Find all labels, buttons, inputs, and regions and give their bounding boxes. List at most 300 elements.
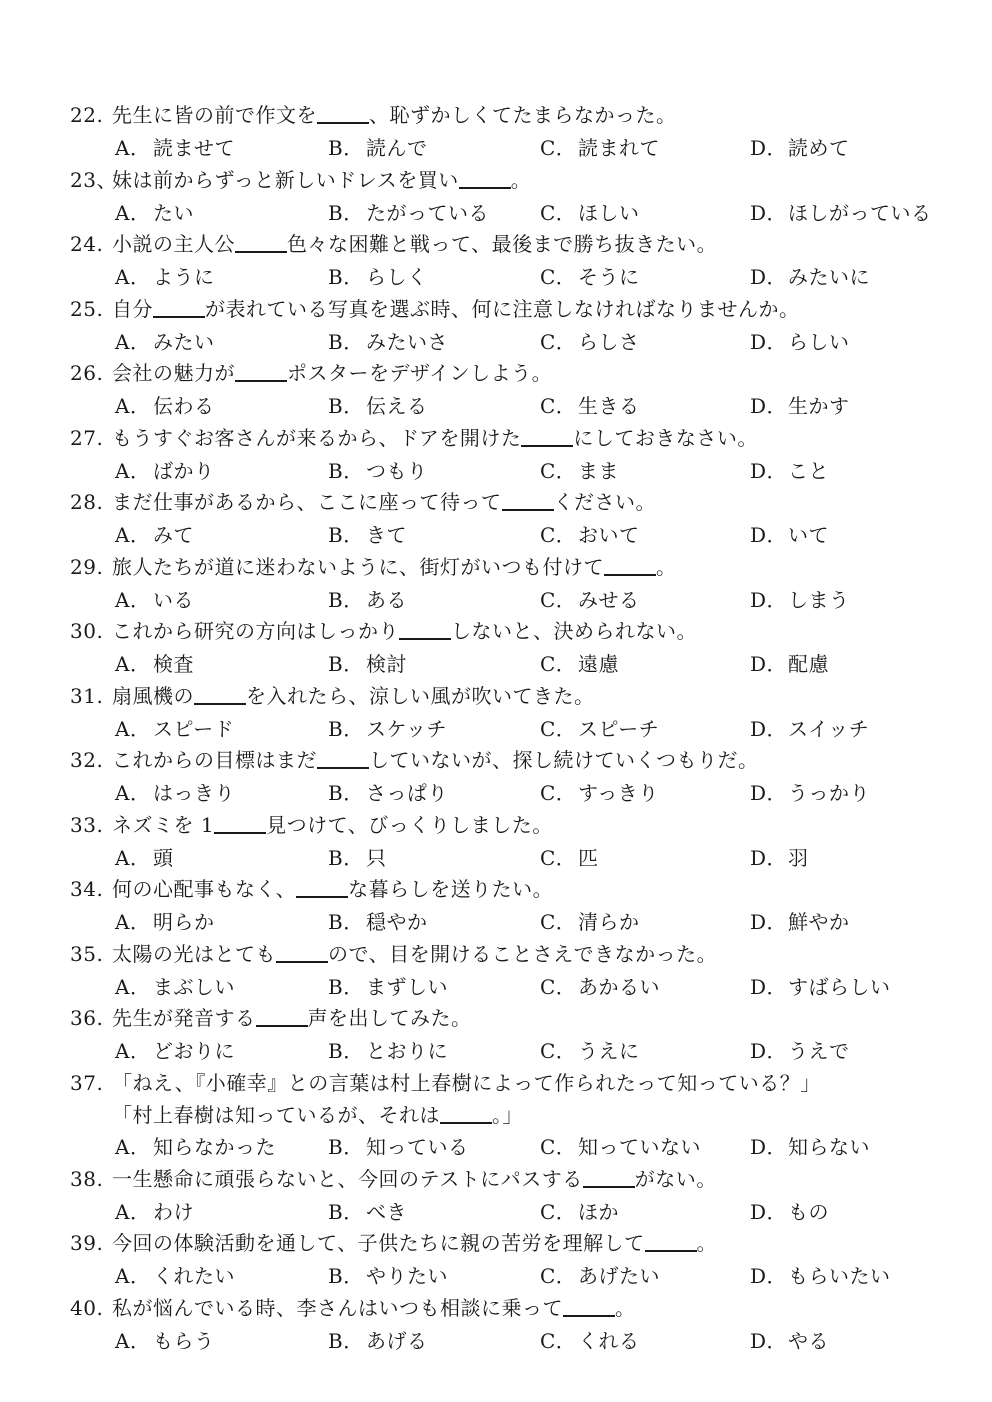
answer-option-c[interactable] (540, 585, 640, 615)
question-stem (70, 1068, 821, 1098)
answer-options (0, 1036, 992, 1066)
question-text-before-blank: これからの目標はまだ (112, 748, 317, 772)
answer-options (0, 972, 992, 1002)
option-letter: C． (540, 1134, 577, 1159)
question-item (0, 358, 992, 423)
option-letter: B． (328, 974, 364, 999)
answer-option-c[interactable] (540, 391, 640, 421)
question-text-after-blank: 声を出してみた。 (307, 1006, 472, 1030)
option-text: みたいに (788, 265, 870, 289)
question-item (0, 1228, 992, 1293)
answer-blank (235, 360, 287, 382)
question-text-before-blank: 何の心配事もなく、 (112, 877, 297, 901)
option-letter: C． (540, 523, 577, 547)
question-stem (70, 165, 531, 195)
answer-option-c[interactable] (540, 1197, 619, 1227)
answer-option-c[interactable] (540, 649, 619, 679)
answer-option-c[interactable] (540, 972, 660, 1002)
question-stem (70, 1003, 472, 1033)
option-letter: A． (115, 1264, 151, 1288)
answer-blank (459, 167, 511, 189)
option-letter: C． (540, 652, 577, 676)
answer-option-d[interactable] (750, 520, 829, 550)
question-number: 32. (70, 748, 104, 772)
answer-blank (502, 489, 554, 511)
answer-option-a[interactable] (115, 520, 194, 550)
answer-option-b[interactable] (328, 649, 407, 679)
option-letter: D． (750, 974, 788, 999)
option-text: 鮮やか (788, 910, 850, 934)
question-stem (70, 939, 717, 969)
answer-option-d[interactable] (750, 133, 850, 163)
question-sheet (0, 100, 992, 1357)
question-text-after-blank: 。 (656, 554, 677, 579)
question-text-before-blank: 自分 (112, 296, 153, 321)
option-letter: C． (540, 394, 577, 418)
option-text: 伝える (366, 394, 428, 418)
answer-option-b[interactable] (328, 1326, 428, 1356)
option-text: しまう (788, 587, 850, 612)
option-text: 清らか (578, 910, 640, 934)
answer-option-d[interactable] (750, 585, 850, 615)
option-letter: B． (328, 523, 364, 547)
option-letter: C． (540, 265, 577, 289)
question-text-after-blank: 。」 (492, 1102, 523, 1127)
question-number: 29. (70, 554, 104, 579)
option-text: 読めて (788, 136, 850, 160)
question-number: 38. (70, 1166, 104, 1191)
question-text-before-blank: 「村上春樹は知っているが、それは (112, 1102, 440, 1127)
option-letter: A． (115, 458, 151, 483)
answer-option-a[interactable] (115, 133, 235, 163)
option-letter: A． (115, 265, 151, 289)
option-letter: B． (328, 652, 364, 676)
option-text: 羽 (788, 845, 809, 870)
question-text-after-blank: ので、目を開けることさえできなかった。 (328, 941, 718, 966)
question-text-after-blank: していないが、探し続けていくつもりだ。 (369, 748, 759, 772)
answer-option-a[interactable] (115, 843, 174, 873)
question-item (0, 487, 992, 552)
question-number: 22. (70, 103, 104, 127)
answer-option-b[interactable] (328, 585, 407, 615)
answer-option-c[interactable] (540, 1132, 701, 1162)
answer-option-d[interactable] (750, 198, 932, 228)
answer-option-d[interactable] (750, 391, 850, 421)
answer-option-a[interactable] (115, 1261, 235, 1291)
option-letter: A． (115, 716, 151, 741)
answer-option-d[interactable] (750, 1326, 829, 1356)
option-text: どおりに (153, 1039, 235, 1063)
answer-blank (563, 1295, 615, 1317)
option-letter: D． (750, 1134, 788, 1159)
answer-option-b[interactable] (328, 133, 428, 163)
question-number: 33. (70, 812, 104, 837)
question-text-before-blank: 会社の魅力が (112, 361, 235, 385)
option-letter: A． (115, 652, 151, 676)
answer-options (0, 585, 992, 615)
answer-option-a[interactable] (115, 1326, 215, 1356)
question-number: 30. (70, 619, 104, 643)
answer-option-b[interactable] (328, 262, 428, 292)
answer-option-c[interactable] (540, 1326, 640, 1356)
option-text: 遠慮 (578, 652, 619, 676)
option-text: べき (366, 1199, 407, 1224)
option-letter: D． (750, 394, 788, 418)
option-text: いて (788, 523, 829, 547)
option-letter: D． (750, 910, 788, 934)
option-letter: D． (750, 1328, 788, 1353)
question-text-before-blank: 小説の主人公 (112, 232, 235, 256)
question-text-after-blank: が表れている写真を選ぶ時、何に注意しなければなりませんか。 (205, 296, 800, 321)
question-item (0, 1068, 992, 1164)
option-letter: B． (328, 136, 364, 160)
question-text-before-blank: 私が悩んでいる時、李さんはいつも相談に乗って (112, 1295, 563, 1320)
question-text-after-blank: 見つけて、びっくりしました。 (266, 812, 553, 837)
answer-option-a[interactable] (115, 391, 215, 421)
question-item (0, 552, 992, 617)
option-text: まずしい (366, 974, 448, 999)
question-number: 31. (70, 683, 104, 708)
question-item (0, 229, 992, 294)
question-stem (70, 681, 595, 711)
option-text: 知っていない (578, 1134, 701, 1159)
option-text: みせる (578, 587, 640, 612)
option-letter: D． (750, 652, 788, 676)
question-text-before-blank: 先生に皆の前で作文を (112, 103, 317, 127)
option-text: 只 (366, 845, 387, 870)
question-number: 40. (70, 1295, 104, 1320)
option-letter: A． (115, 1199, 151, 1224)
answer-option-a[interactable] (115, 907, 215, 937)
answer-option-c[interactable] (540, 520, 640, 550)
answer-option-d[interactable] (750, 1197, 829, 1227)
option-text: 知っている (366, 1134, 469, 1159)
answer-option-b[interactable] (328, 1132, 469, 1162)
option-letter: A． (115, 394, 151, 418)
answer-option-b[interactable] (328, 972, 448, 1002)
question-stem-line2 (112, 1100, 523, 1130)
answer-options (0, 649, 992, 679)
question-number: 26. (70, 361, 104, 385)
answer-options (0, 714, 992, 744)
question-number: 24. (70, 232, 104, 256)
question-stem (70, 810, 553, 840)
option-text: らしさ (578, 329, 640, 354)
option-letter: A． (115, 781, 151, 805)
question-stem (70, 1164, 717, 1194)
option-letter: D． (750, 587, 788, 612)
question-text-after-blank: 。 (696, 1231, 718, 1255)
question-text-before-blank: 今回の体験活動を通して、子供たちに親の苦労を理解して (112, 1231, 645, 1255)
question-number: 35. (70, 941, 104, 966)
option-text: きて (366, 523, 407, 547)
option-text: 読んで (366, 136, 428, 160)
option-letter: C． (540, 1328, 577, 1353)
answer-blank (583, 1166, 635, 1188)
option-text: わけ (153, 1199, 194, 1224)
option-text: たい (153, 200, 194, 225)
answer-option-d[interactable] (750, 778, 870, 808)
option-text: あげる (366, 1328, 428, 1353)
question-stem (70, 616, 697, 646)
answer-options (0, 907, 992, 937)
option-text: スピーチ (578, 716, 660, 741)
option-letter: D． (750, 329, 788, 354)
option-letter: C． (540, 781, 577, 805)
option-letter: C． (540, 1264, 577, 1288)
option-letter: B． (328, 329, 364, 354)
option-text: あげたい (578, 1264, 660, 1288)
question-text-after-blank: 。 (510, 167, 532, 192)
answer-option-d[interactable] (750, 327, 850, 357)
answer-option-c[interactable] (540, 262, 640, 292)
option-text: スケッチ (366, 716, 447, 741)
option-letter: C． (540, 716, 577, 741)
answer-option-c[interactable] (540, 1261, 660, 1291)
answer-option-b[interactable] (328, 1261, 448, 1291)
question-item (0, 810, 992, 875)
question-number: 37. (70, 1070, 104, 1095)
question-item (0, 294, 992, 359)
answer-blank (235, 231, 287, 253)
answer-option-a[interactable] (115, 262, 215, 292)
answer-option-a[interactable] (115, 649, 194, 679)
question-number: 25. (70, 296, 104, 321)
answer-option-b[interactable] (328, 391, 428, 421)
question-item (0, 745, 992, 810)
question-stem (70, 745, 759, 775)
answer-blank (317, 747, 369, 769)
option-text: くれる (578, 1328, 640, 1353)
question-text-after-blank: 。 (615, 1295, 636, 1320)
option-text: あかるい (578, 974, 660, 999)
option-text: ほか (578, 1199, 619, 1224)
answer-options (0, 198, 992, 228)
answer-options (0, 391, 992, 421)
answer-options (0, 1326, 992, 1356)
answer-option-b[interactable] (328, 1036, 448, 1066)
answer-option-b[interactable] (328, 327, 448, 357)
answer-blank (440, 1102, 492, 1124)
option-letter: B． (328, 1134, 364, 1159)
answer-blank (214, 812, 266, 834)
option-letter: A． (115, 910, 151, 934)
option-letter: A． (115, 200, 151, 225)
option-text: 明らか (153, 910, 215, 934)
option-text: 知らない (788, 1134, 870, 1159)
option-text: ばかり (153, 458, 215, 483)
answer-option-c[interactable] (540, 843, 599, 873)
option-text: とおりに (366, 1039, 448, 1063)
option-letter: D． (750, 136, 788, 160)
question-text-after-blank: がない。 (634, 1166, 717, 1191)
answer-option-c[interactable] (540, 198, 640, 228)
answer-option-c[interactable] (540, 714, 659, 744)
option-text: 穏やか (366, 910, 428, 934)
answer-option-d[interactable] (750, 714, 869, 744)
answer-option-d[interactable] (750, 262, 870, 292)
option-text: そうに (578, 265, 640, 289)
answer-blank (604, 554, 656, 576)
question-text-before-blank: 太陽の光はとても (112, 941, 276, 966)
option-text: みたいさ (366, 329, 448, 354)
option-letter: A． (115, 1039, 151, 1063)
answer-option-b[interactable] (328, 843, 387, 873)
answer-option-d[interactable] (750, 1261, 891, 1291)
option-text: はっきり (153, 781, 235, 805)
question-item (0, 423, 992, 488)
answer-option-c[interactable] (540, 907, 640, 937)
question-item (0, 616, 992, 681)
question-stem (70, 358, 552, 388)
option-letter: A． (115, 523, 151, 547)
option-text: 頭 (153, 845, 174, 870)
option-letter: D． (750, 781, 788, 805)
question-text-before-blank: ネズミを 1 (112, 812, 215, 837)
question-number: 39. (70, 1231, 104, 1255)
answer-option-b[interactable] (328, 520, 407, 550)
answer-option-a[interactable] (115, 456, 215, 486)
answer-options (0, 1132, 992, 1162)
answer-option-b[interactable] (328, 1197, 407, 1227)
question-stem (70, 100, 677, 130)
option-text: うっかり (788, 781, 870, 805)
answer-option-d[interactable] (750, 1036, 850, 1066)
question-item (0, 874, 992, 939)
answer-option-a[interactable] (115, 1197, 194, 1227)
question-text-before-blank: まだ仕事があるから、ここに座って待って (112, 490, 502, 514)
option-text: スイッチ (788, 716, 870, 741)
answer-option-a[interactable] (115, 327, 215, 357)
answer-option-a[interactable] (115, 778, 235, 808)
option-letter: D． (750, 1039, 788, 1063)
option-text: ほしがっている (788, 200, 932, 225)
answer-option-c[interactable] (540, 1036, 640, 1066)
answer-option-d[interactable] (750, 649, 829, 679)
question-number: 34. (70, 877, 104, 901)
question-item (0, 681, 992, 746)
question-number: 23、 (70, 167, 117, 192)
answer-options (0, 327, 992, 357)
option-letter: A． (115, 1328, 151, 1353)
option-text: ほしい (578, 200, 640, 225)
answer-options (0, 1261, 992, 1291)
answer-option-a[interactable] (115, 198, 194, 228)
option-letter: D． (750, 1199, 788, 1224)
answer-options (0, 520, 992, 550)
answer-blank (399, 618, 451, 640)
answer-option-c[interactable] (540, 778, 659, 808)
answer-blank (153, 296, 205, 318)
answer-option-c[interactable] (540, 327, 640, 357)
option-text: みて (153, 523, 194, 547)
option-text: 知らなかった (153, 1134, 276, 1159)
option-text: おいて (578, 523, 640, 547)
question-text-before-blank: 旅人たちが道に迷わないように、街灯がいつも付けて (112, 554, 604, 579)
question-text-after-blank: 、恥ずかしくてたまらなかった。 (369, 103, 677, 127)
answer-blank (645, 1230, 697, 1252)
answer-option-d[interactable] (750, 843, 809, 873)
question-stem (70, 1293, 636, 1323)
question-number: 27. (70, 425, 104, 450)
option-letter: C． (540, 845, 577, 870)
answer-option-b[interactable] (328, 778, 448, 808)
answer-blank (276, 941, 328, 963)
answer-option-a[interactable] (115, 1132, 276, 1162)
question-number: 36. (70, 1006, 104, 1030)
answer-option-d[interactable] (750, 907, 850, 937)
option-letter: D． (750, 716, 788, 741)
option-letter: C． (540, 910, 577, 934)
option-letter: B． (328, 910, 364, 934)
answer-option-d[interactable] (750, 456, 829, 486)
option-letter: D． (750, 1264, 788, 1288)
option-text: さっぱり (366, 781, 448, 805)
answer-option-a[interactable] (115, 585, 194, 615)
question-text-after-blank: 色々な困難と戦って、最後まで勝ち抜きたい。 (287, 232, 718, 256)
answer-option-b[interactable] (328, 907, 428, 937)
question-number: 28. (70, 490, 104, 514)
option-text: やりたい (366, 1264, 448, 1288)
answer-option-d[interactable] (750, 1132, 870, 1162)
question-text-line1: 「ねえ、『小確幸』との言葉は村上春樹によって作られたって知っている？」 (112, 1070, 821, 1095)
answer-option-c[interactable] (540, 133, 660, 163)
option-letter: D． (750, 265, 788, 289)
question-text-after-blank: ポスターをデザインしよう。 (287, 361, 553, 385)
answer-options (0, 843, 992, 873)
option-text: 読まれて (578, 136, 660, 160)
option-text: うえで (788, 1039, 850, 1063)
answer-blank (296, 876, 348, 898)
option-text: 匹 (578, 845, 599, 870)
option-letter: B． (328, 781, 364, 805)
answer-option-a[interactable] (115, 1036, 235, 1066)
option-letter: C． (540, 458, 577, 483)
question-item (0, 939, 992, 1004)
answer-option-c[interactable] (540, 456, 619, 486)
answer-option-b[interactable] (328, 456, 428, 486)
option-text: ように (153, 265, 215, 289)
option-text: うえに (578, 1039, 640, 1063)
option-letter: B． (328, 587, 364, 612)
option-letter: B． (328, 716, 364, 741)
answer-option-a[interactable] (115, 714, 234, 744)
answer-option-a[interactable] (115, 972, 235, 1002)
option-letter: D． (750, 200, 788, 225)
answer-option-d[interactable] (750, 972, 891, 1002)
option-text: ある (366, 587, 407, 612)
option-text: 伝わる (153, 394, 215, 418)
answer-option-b[interactable] (328, 714, 447, 744)
answer-option-b[interactable] (328, 198, 489, 228)
option-letter: C． (540, 1199, 577, 1224)
answer-options (0, 778, 992, 808)
option-letter: B． (328, 845, 364, 870)
question-item (0, 165, 992, 230)
option-letter: B． (328, 200, 364, 225)
option-text: スピード (153, 716, 235, 741)
question-stem (70, 487, 656, 517)
option-letter: A． (115, 587, 151, 612)
option-letter: B． (328, 458, 364, 483)
option-letter: B． (328, 1199, 364, 1224)
option-text: 検討 (366, 652, 407, 676)
option-text: くれたい (153, 1264, 235, 1288)
option-text: まぶしい (153, 974, 235, 999)
question-text-after-blank: にしておきなさい。 (573, 425, 758, 450)
option-letter: C． (540, 329, 577, 354)
option-letter: C． (540, 136, 577, 160)
